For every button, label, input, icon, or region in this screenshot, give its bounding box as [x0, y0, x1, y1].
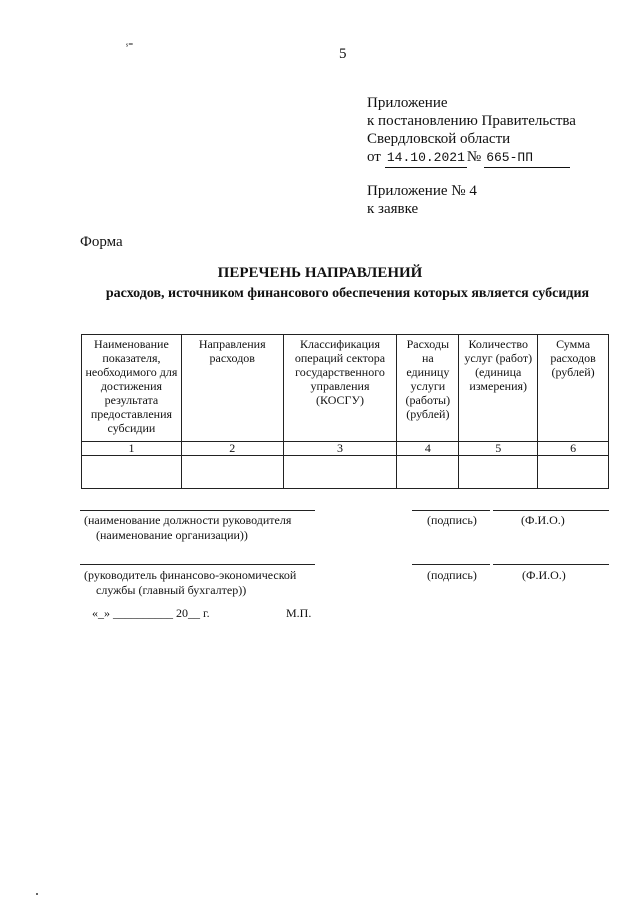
appendix-request-line-2: к заявке: [367, 201, 419, 217]
column-number: 1: [82, 442, 182, 456]
header-quantity: Количество услуг (работ) (единица измерения): [459, 335, 538, 442]
appendix-request-block: [367, 182, 477, 218]
head-position-line: [80, 510, 315, 511]
scan-dot: [36, 893, 38, 895]
accountant-signature-caption: (подпись): [427, 568, 477, 582]
resolution-date: 14.10.2021: [385, 149, 467, 168]
column-number: 4: [397, 442, 459, 456]
head-position-caption: (наименование должности руководителя: [84, 513, 292, 527]
table-cell: [538, 456, 609, 489]
head-signature-caption: (подпись): [427, 513, 477, 527]
resolution-date-number: [367, 148, 576, 168]
table-cell: [459, 456, 538, 489]
stamp-place-label: М.П.: [286, 606, 312, 620]
table-header-row: [82, 335, 609, 442]
header-cost-per-unit: Расходы на единицу услуги (работы) (рублей): [397, 335, 459, 442]
accountant-position-caption-2: службы (главный бухгалтер)): [96, 583, 247, 597]
from-prefix: от: [367, 149, 381, 165]
header-directions: Направления расходов: [181, 335, 283, 442]
table-cell: [82, 456, 182, 489]
head-fio-line: [493, 510, 609, 511]
form-label: Форма: [80, 234, 123, 250]
accountant-position-line: [80, 564, 315, 565]
table-cell: [397, 456, 459, 489]
expense-directions-table: [81, 334, 609, 489]
column-number: 6: [538, 442, 609, 456]
table-cell: [181, 456, 283, 489]
page-number: 5: [339, 46, 347, 62]
column-number: 5: [459, 442, 538, 456]
header-kosgu: Классификация операций сектора государственного управления (КОСГУ): [283, 335, 397, 442]
column-number: 3: [283, 442, 397, 456]
head-fio-caption: (Ф.И.О.): [521, 513, 565, 527]
accountant-signature-line: [412, 564, 490, 565]
appendix-resolution-block: [367, 94, 576, 168]
head-signature-line: [412, 510, 490, 511]
appendix-line-1: Приложение: [367, 95, 448, 111]
table-cell: [283, 456, 397, 489]
appendix-line-2: к постановлению Правительства: [367, 113, 576, 129]
accountant-position-caption: (руководитель финансово-экономической: [84, 568, 297, 582]
document-subtitle: [0, 286, 640, 302]
header-sum: Сумма расходов (рублей): [538, 335, 609, 442]
number-prefix: №: [466, 149, 482, 165]
document-subtitle-text: расходов, источником финансового обеспечения которых является субсидия: [105, 286, 590, 301]
accountant-fio-caption: (Ф.И.О.): [522, 568, 566, 582]
table-number-row: [82, 442, 609, 456]
appendix-line-3: Свердловской области: [367, 131, 511, 147]
resolution-number: 665-ПП: [484, 149, 570, 168]
accountant-fio-line: [493, 564, 609, 565]
stray-scan-mark: ˢ⁼: [126, 41, 134, 52]
table-empty-row: [82, 456, 609, 489]
column-number: 2: [181, 442, 283, 456]
document-title: ПЕРЕЧЕНЬ НАПРАВЛЕНИЙ: [217, 265, 423, 281]
signature-date-line: «_» __________ 20__ г.: [92, 606, 210, 620]
appendix-request-line-1: Приложение № 4: [367, 183, 477, 199]
header-indicator: Наименование показателя, необходимого для достижения результата предоставления субсидии: [82, 335, 182, 442]
organization-name-caption: (наименование организации)): [96, 528, 248, 542]
